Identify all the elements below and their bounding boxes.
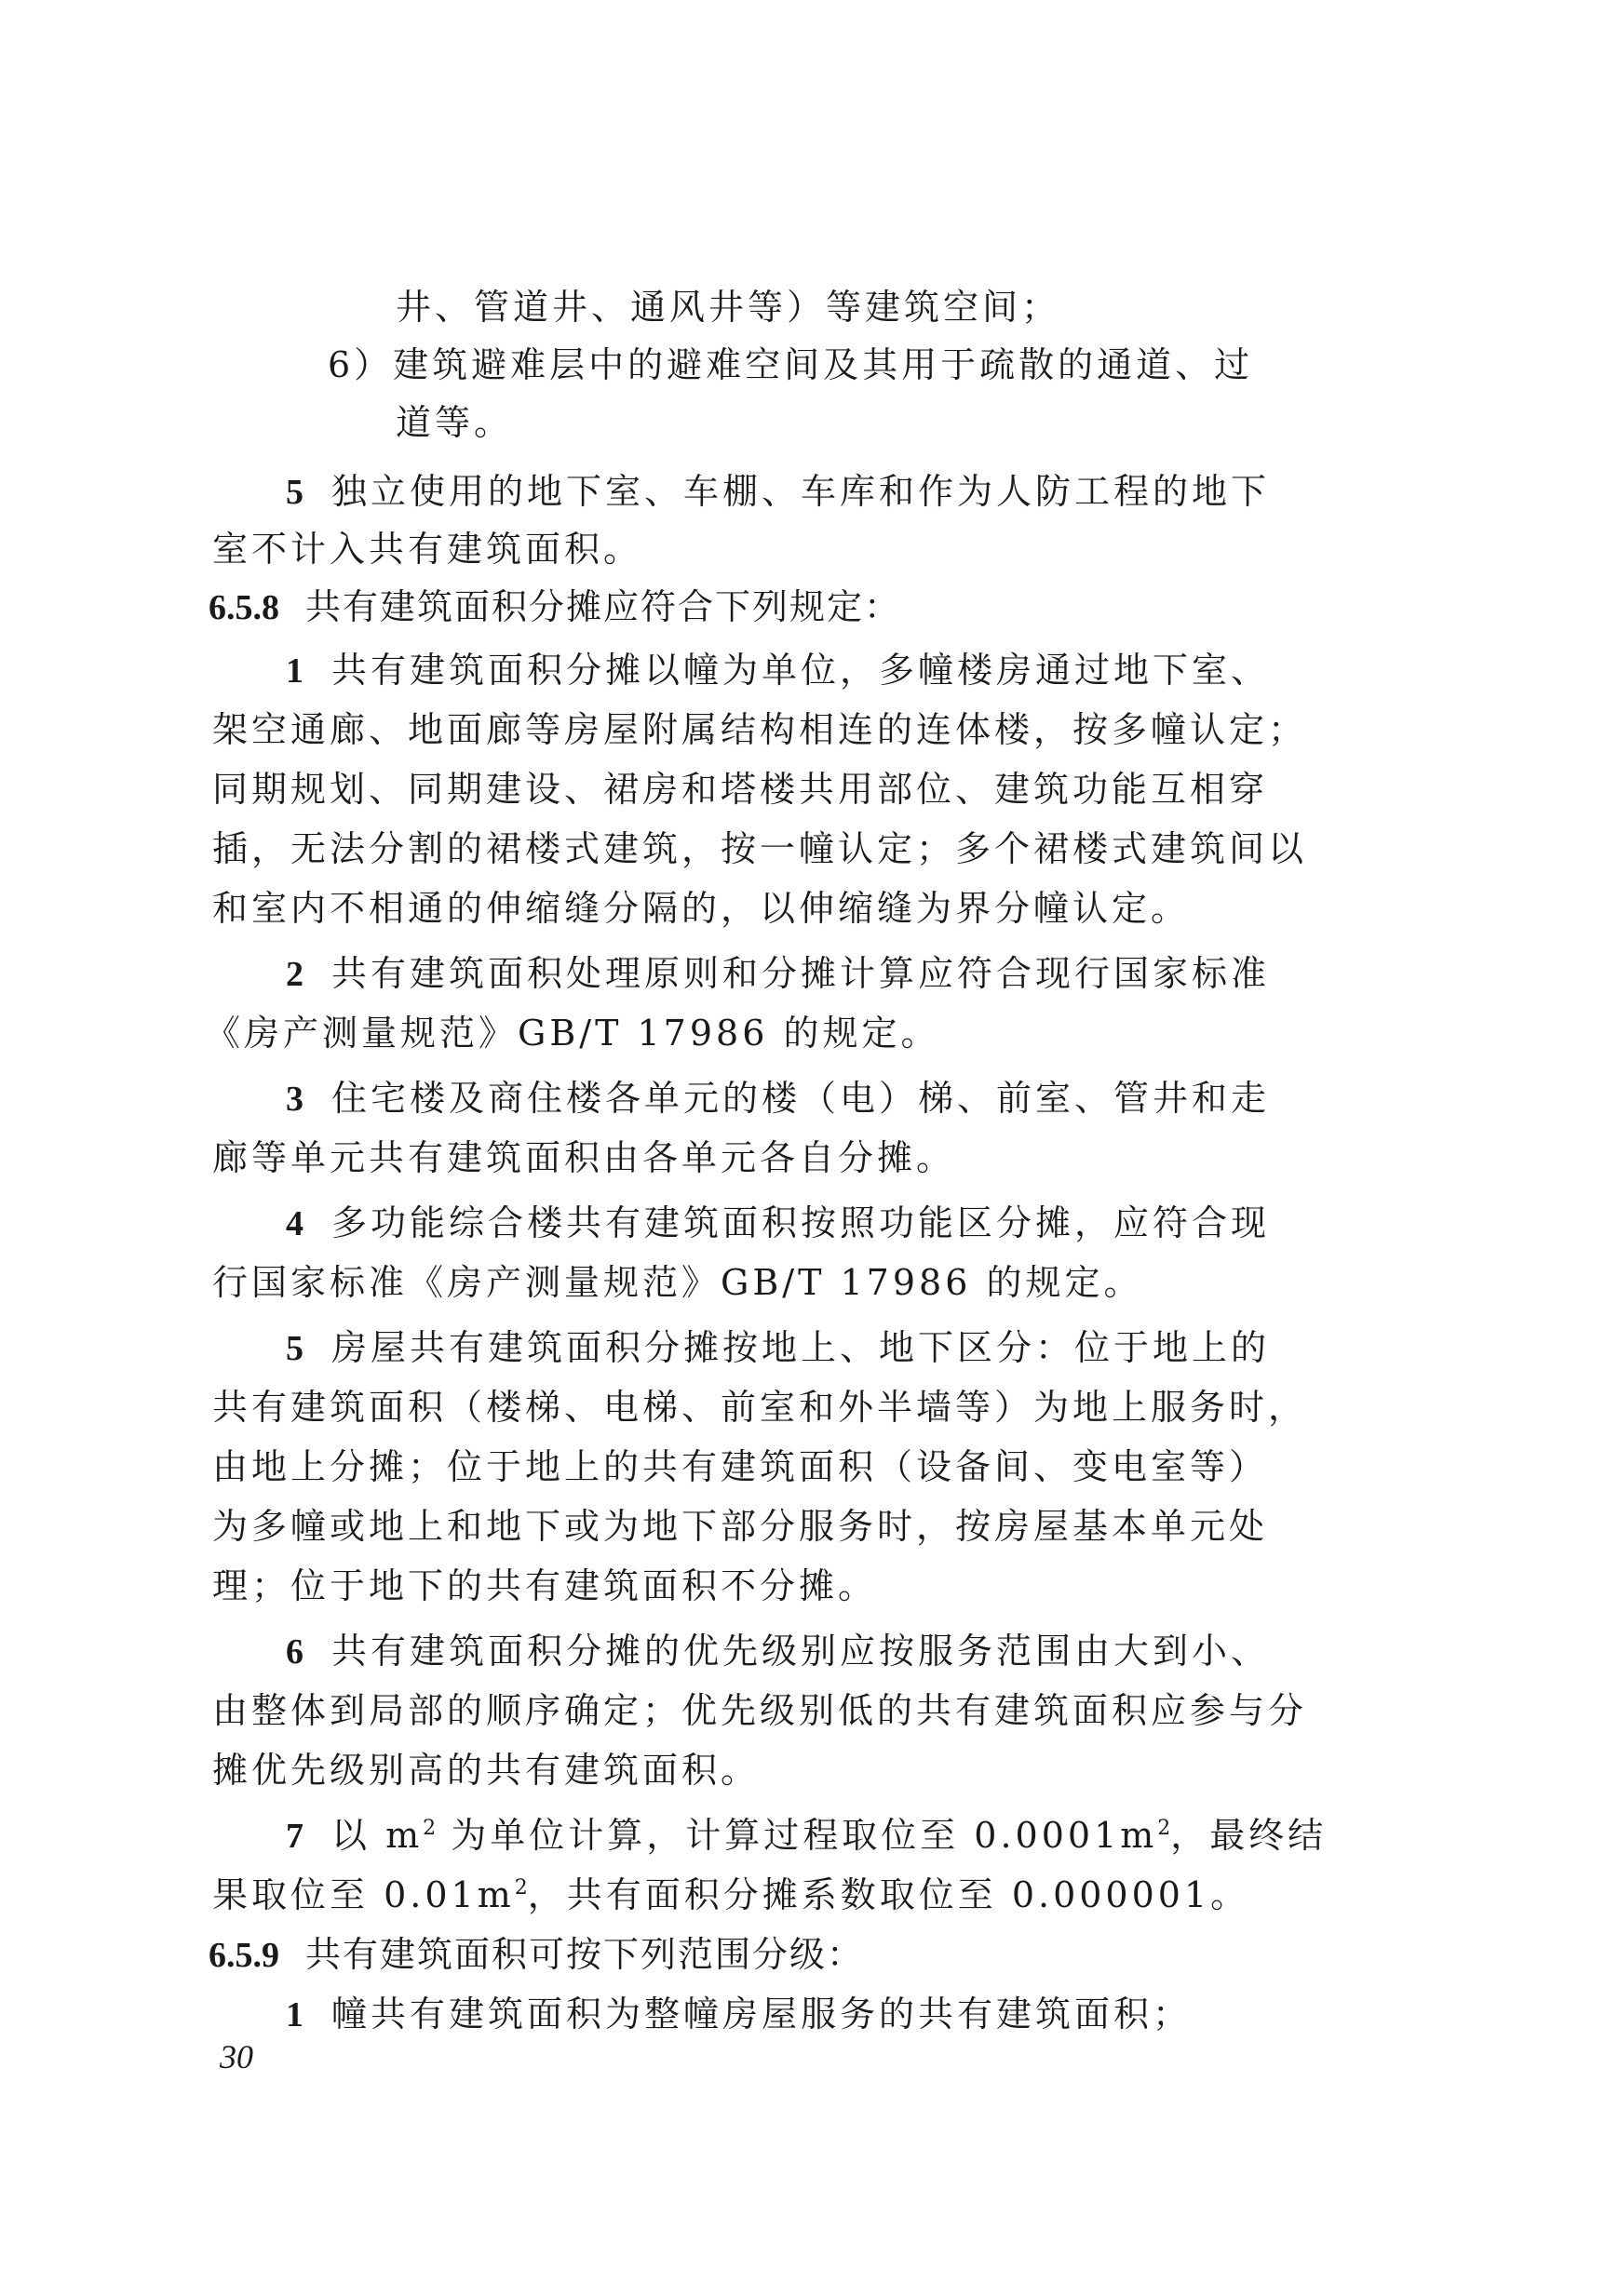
text-line: 架空通廊、地面廊等房屋附属结构相连的连体楼，按多幢认定； [212,709,1308,750]
text-line: 共有建筑面积（楼梯、电梯、前室和外半墙等）为地上服务时， [212,1387,1308,1428]
section-heading: 6.5.9 共有建筑面积可按下列范围分级： [209,1934,865,1975]
superscript: 2 [514,1876,528,1900]
item-number: 1 [286,1995,303,2034]
text-line: 廊等单元共有建筑面积由各单元各自分摊。 [212,1137,956,1178]
clause-item: 2 共有建筑面积处理原则和分摊计算应符合现行国家标准 [286,953,1271,994]
item-number: 7 [286,1817,303,1856]
text-line: 摊优先级别高的共有建筑面积。 [212,1750,761,1791]
text-line: 道等。 [396,402,514,443]
text-line: 由地上分摊；位于地上的共有建筑面积（设备间、变电室等） [212,1446,1269,1487]
item-number: 4 [286,1204,303,1243]
superscript: 2 [423,1817,437,1840]
text-line: 井、管道井、通风井等）等建筑空间； [396,287,1061,328]
clause-item: 6 共有建筑面积分摊的优先级别应按服务范围由大到小、 [286,1631,1271,1672]
item-number: 3 [286,1080,303,1119]
clause-item: 1 幢共有建筑面积为整幢房屋服务的共有建筑面积； [286,1994,1193,2034]
item-number: 5 [286,473,303,512]
text-line: 行国家标准《房产测量规范》GB/T 17986 的规定。 [212,1262,1143,1303]
text-line: 同期规划、同期建设、裙房和塔楼共用部位、建筑功能互相穿 [212,769,1269,810]
text-line: 为多幢或地上和地下或为地下部分服务时，按房屋基本单元处 [212,1506,1269,1547]
superscript: 2 [1157,1817,1171,1840]
clause-item: 7 以 $m^2$ 为单位计算，计算过程取位至 $0.0001m^2$，最终结 [286,1815,1328,1856]
section-number: 6.5.8 [209,588,279,627]
text-line: 果取位至 $0.01m^2$，共有面积分摊系数取位至 0.000001。 [212,1874,1250,1915]
section-number: 6.5.9 [209,1936,279,1975]
text-line: 插，无法分割的裙楼式建筑，按一幢认定；多个裙楼式建筑间以 [212,828,1308,869]
item-number: 1 [286,651,303,691]
text-line: 《房产测量规范》GB/T 17986 的规定。 [205,1013,940,1054]
item-number: 2 [286,955,303,994]
item-number: 5 [286,1329,303,1368]
clause-item: 1 共有建筑面积分摊以幢为单位，多幢楼房通过地下室、 [286,650,1271,691]
text-line: 和室内不相通的伸缩缝分隔的，以伸缩缝为界分幢认定。 [212,888,1191,929]
clause-item: 4 多功能综合楼共有建筑面积按照功能区分摊，应符合现 [286,1202,1271,1243]
clause-item: 5 独立使用的地下室、车棚、车库和作为人防工程的地下 [286,471,1271,512]
text-line: 由整体到局部的顺序确定；优先级别低的共有建筑面积应参与分 [212,1690,1308,1731]
clause-item: 5 房屋共有建筑面积分摊按地上、地下区分：位于地上的 [286,1327,1271,1368]
list-item-6: 6）建筑避难层中的避难空间及其用于疏散的通道、过 [328,344,1254,385]
text-line: 室不计入共有建筑面积。 [212,529,643,570]
clause-item: 3 住宅楼及商住楼各单元的楼（电）梯、前室、管井和走 [286,1078,1271,1119]
item-number: 6 [286,1632,303,1672]
text-line: 理；位于地下的共有建筑面积不分摊。 [212,1565,878,1606]
section-heading: 6.5.8 共有建筑面积分摊应符合下列规定： [209,586,902,627]
page-number: 30 [220,2038,253,2075]
